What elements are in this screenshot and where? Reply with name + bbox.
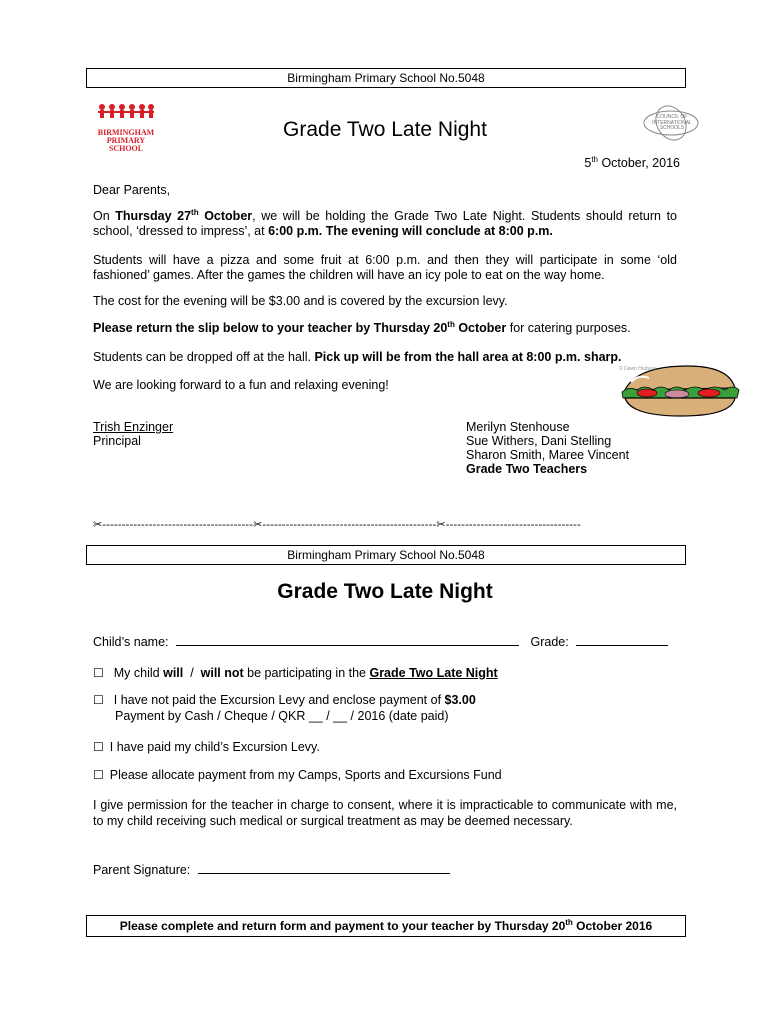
signature-label: Parent Signature:	[93, 863, 191, 877]
principal-name: Trish Enzinger	[93, 420, 174, 434]
paragraph-pickup: Students can be dropped off at the hall. Pick up will be from the hall area at 8:00 p.m. sharp.	[93, 350, 622, 364]
school-header-box	[86, 68, 686, 88]
paragraph-closing: We are looking forward to a fun and relaxing evening!	[93, 378, 389, 392]
child-name-field[interactable]	[176, 633, 519, 646]
slip-school-header-box	[86, 545, 686, 565]
letter-date: 5th October, 2016	[584, 154, 680, 170]
child-name-row	[93, 633, 677, 649]
option-levy-paid: ☐ I have paid my child’s Excursion Levy.	[93, 740, 320, 754]
school-name: Birmingham Primary School No.5048	[287, 71, 485, 85]
partner-logo-text: COUNCIL OF	[656, 114, 688, 120]
slip-title: Grade Two Late Night	[277, 580, 493, 603]
grade-label: Grade:	[530, 635, 569, 649]
sandwich-illustration	[617, 360, 742, 422]
child-name-label: Child’s name:	[93, 635, 169, 649]
camps-fund-checkbox[interactable]: ☐	[93, 768, 104, 782]
partner-logo-text: SCHOOLS	[659, 125, 685, 131]
greeting: Dear Parents,	[93, 183, 171, 197]
return-instructions-box: Please complete and return form and payment to your teacher by Thursday 20th October 2016	[86, 915, 686, 937]
paragraph-return-slip: Please return the slip below to your teacher by Thursday 20th October for catering purposes.	[93, 319, 631, 335]
option-enclose-payment: ☐ I have not paid the Excursion Levy and enclose payment of $3.00 Payment by Cash / Cheque / QKR __ / __ / 2016 (date paid)	[93, 693, 476, 723]
teacher-name: Sharon Smith, Maree Vincent	[466, 448, 630, 462]
logo-text-line: PRIMARY	[106, 136, 146, 145]
page-title: Grade Two Late Night	[283, 118, 487, 141]
logo-text-line: SCHOOL	[108, 144, 144, 153]
logo-text-line: BIRMINGHAM	[97, 128, 155, 137]
teacher-name: Sue Withers, Dani Stelling	[466, 434, 612, 448]
teacher-name: Merilyn Stenhouse	[466, 420, 570, 434]
signature-row	[93, 861, 450, 877]
participation-checkbox[interactable]: ☐	[93, 666, 104, 680]
partner-logo-text: INTERNATIONAL	[652, 119, 692, 126]
cut-line: ✂---------------------------------------✂---------------------------------------------✂-----------------------------------	[93, 519, 581, 531]
medical-permission: I give permission for the teacher in charge to consent, where it is impracticable to communicate with me, to my child receiving such medical or surgical treatment as may be deemed necessary.	[93, 798, 677, 828]
enclose-payment-checkbox[interactable]: ☐	[93, 693, 104, 707]
principal-signature	[93, 420, 173, 448]
illustration-credit: © Dawn Hudson	[619, 366, 656, 372]
teacher-signatures	[466, 420, 629, 476]
option-participation: ☐ My child will / will not be participating in the Grade Two Late Night	[93, 666, 498, 680]
cis-logo	[642, 103, 700, 143]
paragraph-event-details: On Thursday 27th October, we will be holding the Grade Two Late Night. Students should return to school, ‘dressed to impress’, at 6:00 p.m. The evening will conclude at 8:00 p.m.	[93, 207, 677, 238]
paragraph-cost: The cost for the evening will be $3.00 and is covered by the excursion levy.	[93, 294, 508, 308]
levy-paid-checkbox[interactable]: ☐	[93, 740, 104, 754]
principal-title: Principal	[93, 434, 141, 448]
option-camps-fund: ☐ Please allocate payment from my Camps, Sports and Excursions Fund	[93, 768, 502, 782]
teachers-title: Grade Two Teachers	[466, 462, 588, 476]
payment-method-line: Payment by Cash / Cheque / QKR __ / __ / 2016 (date paid)	[115, 709, 449, 723]
signature-field[interactable]	[198, 861, 450, 874]
paragraph-activities: Students will have a pizza and some fruit at 6:00 p.m. and then they will participate in some ‘old fashioned’ games. After the games the children will have an icy pole to eat on the way home.	[93, 253, 677, 282]
slip-school-name: Birmingham Primary School No.5048	[287, 548, 485, 562]
grade-field[interactable]	[576, 633, 668, 646]
